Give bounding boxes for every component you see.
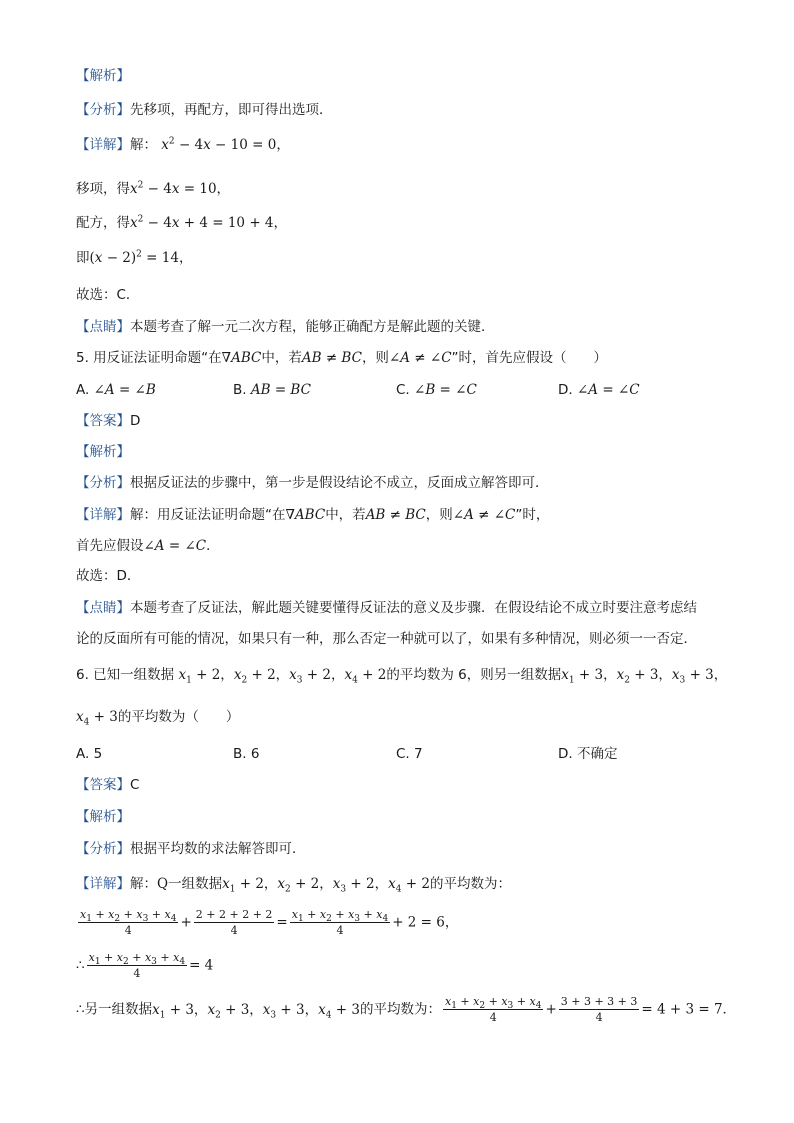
fenxi-tag: 【分析】 xyxy=(76,102,130,118)
q6-other-set: 另一组数据 xyxy=(84,1001,153,1018)
equation-yixiang: $x^2 - 4x = 10$ xyxy=(130,180,217,197)
q5-dianjing-1: 本题考查了反证法，解此题关键要懂得反证法的意义及步骤．在假设结论不成立时要注意考虑结 xyxy=(130,600,697,616)
q5-xj-c: ，则 xyxy=(425,507,453,523)
q5-assume: 首先应假设 xyxy=(76,538,144,554)
q6-fenxi-line xyxy=(76,840,306,858)
ab-neq-bc: AB ≠ BC xyxy=(301,350,362,366)
q5-answer-line xyxy=(76,412,140,430)
comma: ， xyxy=(178,250,193,266)
q6-avg-is: 的平均数为： xyxy=(359,1001,441,1018)
ab-neq-bc: AB ≠ BC xyxy=(365,507,426,523)
yixiang-label: 移项，得 xyxy=(76,181,130,197)
peifang-label: 配方，得 xyxy=(76,215,130,231)
p4-yixiang-line xyxy=(76,180,230,198)
q5-option-c xyxy=(396,381,477,399)
q6-option-d: D. 不确定 xyxy=(558,746,618,762)
angle-a-neq-c: ∠A ≠ ∠C xyxy=(452,507,516,523)
xiangjie-tag: 【详解】 xyxy=(76,137,130,153)
option-letter: C. xyxy=(396,382,410,398)
p4-guxuan-line xyxy=(76,286,139,304)
xiangjie-tag: 【详解】 xyxy=(76,876,130,892)
xiangjie-tag: 【详解】 xyxy=(76,507,130,523)
q5-option-d xyxy=(558,381,640,399)
jiexi-line xyxy=(76,67,130,85)
q6-stem-c: 的平均数为（ ） xyxy=(117,709,240,725)
q5-stem-d: ”时，首先应假设（ ） xyxy=(451,350,608,366)
triangle-abc: ∇ABC xyxy=(285,507,326,523)
q5-xj-a: 解：用反证法证明命题“在 xyxy=(130,507,286,523)
q5-dianjing-2: 论的反面所有可能的情况，如果只有一种，那么否定一种就可以了，如果有多种情况，则必须一一否定． xyxy=(76,631,697,647)
fraction-sum-x-over-4: $\frac{x_1 + x_2 + x_3 + x_4}{4}$ xyxy=(88,951,186,980)
jiexi-tag: 【解析】 xyxy=(76,444,130,460)
data-set-plus-3: $x_1 + 3$，$x_2 + 3$，$x_3 + 3$，$x_4 + 3$ xyxy=(152,1001,360,1021)
comma: ， xyxy=(216,181,231,197)
q5-stem-a: 5. 用反证法证明命题“在 xyxy=(76,350,222,366)
comma: ， xyxy=(273,215,288,231)
p4-fenxi-line xyxy=(76,101,333,119)
q6-xj-c: 的平均数为： xyxy=(429,876,511,892)
q5-xiangjie-line xyxy=(76,506,549,524)
data-set-plus-2: $x_1 + 2$，$x_2 + 2$，$x_3 + 2$，$x_4 + 2$ xyxy=(178,667,387,686)
equation-original: $x^2 - 4x - 10 = 0$ xyxy=(161,136,277,153)
q6-stem-line-1 xyxy=(76,666,727,684)
p4-guxuan: 故选：C． xyxy=(76,287,140,303)
daan-tag: 【答案】 xyxy=(76,413,130,429)
option-letter: D. xyxy=(558,382,573,398)
p4-fenxi-text: 先移项，再配方，即可得出选项． xyxy=(130,102,333,118)
jiexi-tag: 【解析】 xyxy=(76,809,130,825)
fenxi-tag: 【分析】 xyxy=(76,841,130,857)
p4-ji-line xyxy=(76,249,192,267)
ji-label: 即 xyxy=(76,250,90,266)
q6-xj-a: 解： xyxy=(130,876,157,892)
q5-guxuan-line xyxy=(76,567,140,585)
q5-dianjing-line-2 xyxy=(76,630,697,648)
data-x4-plus-3: $x_4 + 3$ xyxy=(76,709,118,728)
q6-option-b: B. 6 xyxy=(233,746,260,762)
q6-stem-b: 的平均数为 6，则另一组数据 xyxy=(386,667,562,683)
fraction-sum-x-over-4: $\frac{x_1 + x_2 + x_3 + x_4}{4}$ xyxy=(80,908,177,937)
q5-jiexi-line xyxy=(76,443,130,461)
angle-a-eq-c: ∠A = ∠C xyxy=(143,538,207,554)
q5-xj-d: ”时， xyxy=(515,507,550,523)
data-set-plus-3-part: $x_1 + 3$，$x_2 + 3$，$x_3 + 3$， xyxy=(561,667,728,686)
fraction-sum-x-over-4: $\frac{x_1 + x_2 + x_3 + x_4}{4}$ xyxy=(444,995,542,1024)
p4-xiangjie-line xyxy=(76,136,290,154)
option-math: AB = BC xyxy=(250,382,311,398)
option-math: ∠A = ∠B xyxy=(93,382,156,398)
dianjing-tag: 【点睛】 xyxy=(76,600,130,616)
q6-eq-line-3: ∴另一组数据$x_1 + 3$，$x_2 + 3$，$x_3 + 3$，$x_4 + 3$的平均数为： $\frac{x_1 + x_2 + x_3 + x_4}{4}$ + $\frac{3 + 3 + 3 + 3}{4}$ = 4 + 3 = 7． xyxy=(76,995,737,1024)
q5-option-a xyxy=(76,381,156,399)
equation-square: $(x - 2)^2 = 14$ xyxy=(89,249,179,266)
q6-jiexi-line xyxy=(76,808,130,826)
option-letter: A. xyxy=(76,382,90,398)
fraction-3333-over-4: $\frac{3 + 3 + 3 + 3}{4}$ xyxy=(560,995,638,1024)
dianjing-tag: 【点睛】 xyxy=(76,319,130,335)
q5-answer: D xyxy=(130,413,141,429)
q5-xj-b: 中，若 xyxy=(325,507,366,523)
angle-a-neq-c: ∠A ≠ ∠C xyxy=(388,350,452,366)
q6-answer-line xyxy=(76,776,139,794)
therefore-symbol: ∴ xyxy=(76,1001,85,1018)
period: ． xyxy=(206,538,220,554)
fraction-sum-x-over-4: $\frac{x_1 + x_2 + x_3 + x_4}{4}$ xyxy=(291,908,389,937)
data-set-plus-2: $x_1 + 2$，$x_2 + 2$，$x_3 + 2$，$x_4 + 2$ xyxy=(222,876,430,895)
q5-stem xyxy=(76,349,607,367)
q5-option-b xyxy=(233,381,311,399)
q5-guxuan: 故选：D． xyxy=(76,568,141,584)
q6-stem-line-2 xyxy=(76,708,239,726)
q6-option-c: C. 7 xyxy=(396,746,423,762)
q5-dianjing-line-1 xyxy=(76,599,697,617)
equation-peifang: $x^2 - 4x + 4 = 10 + 4$ xyxy=(130,214,274,231)
q6-xiangjie-line xyxy=(76,875,511,893)
q5-assume-line xyxy=(76,537,220,555)
q6-xj-b: 一组数据 xyxy=(168,876,223,892)
q6-answer: C xyxy=(130,777,140,793)
q6-stem-a: 6. 已知一组数据 xyxy=(76,667,175,683)
q5-stem-b: 中，若 xyxy=(261,350,302,366)
comma: ， xyxy=(276,137,290,153)
option-letter: B. xyxy=(233,382,247,398)
therefore-symbol: ∴ xyxy=(76,957,85,974)
q6-fenxi-text: 根据平均数的求法解答即可． xyxy=(130,841,306,857)
q5-fenxi-line xyxy=(76,474,549,492)
q6-eq-line-2: ∴ $\frac{x_1 + x_2 + x_3 + x_4}{4}$ = 4 xyxy=(76,951,214,980)
option-math: ∠B = ∠C xyxy=(414,382,477,398)
q5-fenxi-text: 根据反证法的步骤中，第一步是假设结论不成立，反面成立解答即可． xyxy=(130,475,549,491)
p4-dianjing-text: 本题考查了解一元二次方程，能够正确配方是解此题的关键． xyxy=(130,319,495,335)
option-math: ∠A = ∠C xyxy=(576,382,640,398)
triangle-abc: ∇ABC xyxy=(221,350,262,366)
q6-option-a: A. 5 xyxy=(76,746,103,762)
fenxi-tag: 【分析】 xyxy=(76,475,130,491)
jiexi-tag: 【解析】 xyxy=(76,68,130,84)
because-symbol: Q xyxy=(157,876,169,892)
p4-jie-label: 解： xyxy=(130,137,157,153)
q6-eq-line-1: $\frac{x_1 + x_2 + x_3 + x_4}{4}$ + $\frac{2 + 2 + 2 + 2}{4}$ = $\frac{x_1 + x_2 + x_3 + x_4}{4}$ + 2 = 6， xyxy=(80,908,459,937)
fraction-2222-over-4: $\frac{2 + 2 + 2 + 2}{4}$ xyxy=(195,908,273,937)
q5-stem-c: ，则 xyxy=(361,350,389,366)
p4-dianjing-line xyxy=(76,318,495,336)
daan-tag: 【答案】 xyxy=(76,777,130,793)
p4-peifang-line xyxy=(76,214,287,232)
